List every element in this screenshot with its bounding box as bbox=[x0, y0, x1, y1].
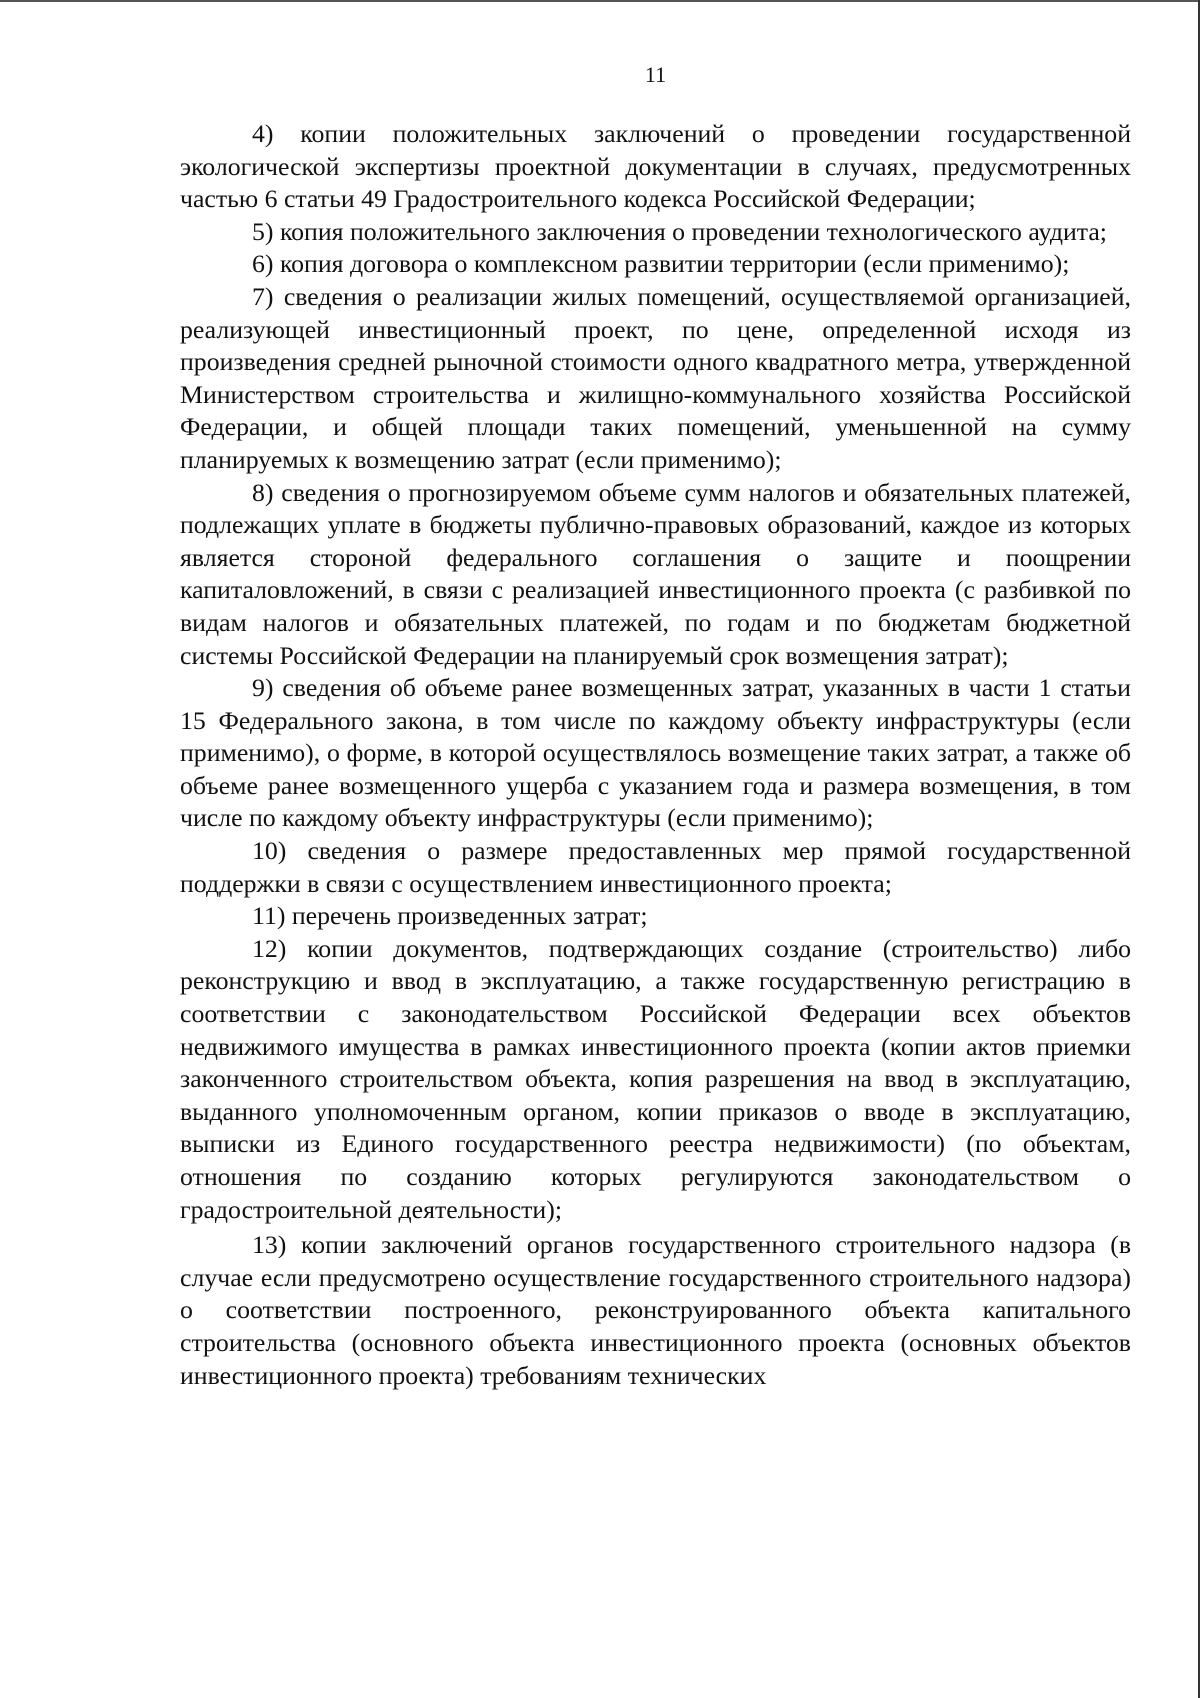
list-item-12: 12) копии документов, подтверждающих создание (строительство) либо реконструкцию и ввод в эксплуатацию, а также государственную регистрацию в соответствии с законодательством Российской Федерации всех объектов недвижимого имущества в рамках инвестиционного проекта (копии актов приемки законченного строительством объекта, копия разрешения на ввод в эксплуатацию, выданного уполномоченным органом, копии приказов о вводе в эксплуатацию, выписки из Единого государственного реестра недвижимости) (по объектам, отношения по созданию которых регулируются законодательством о градостроительной деятельности); bbox=[180, 933, 1131, 1224]
list-item-13: 13) копии заключений органов государственного строительного надзора (в случае если предусмотрено осуществление государственного строительного надзора) о соответствии построенного, реконструированного объекта капитального строительства (основного объекта инвестиционного проекта (основных объектов инвестиционного проекта) требованиям технических bbox=[180, 1230, 1131, 1390]
list-item-9: 9) сведения об объеме ранее возмещенных затрат, указанных в части 1 статьи 15 Федерального закона, в том числе по каждому объекту инфраструктуры (если применимо), о форме, в которой осуществлялось возмещение таких затрат, а также об объеме ранее возмещенного ущерба с указанием года и размера возмещения, в том числе по каждому объекту инфраструктуры (если применимо); bbox=[180, 673, 1131, 833]
list-item-5: 5) копия положительного заключения о проведении технологического аудита; bbox=[252, 216, 1107, 246]
document-body bbox=[180, 118, 1131, 1392]
list-item-6: 6) копия договора о комплексном развитии территории (если применимо); bbox=[252, 249, 1070, 279]
list-item-10: 10) сведения о размере предоставленных мер прямой государственной поддержки в связи с осуществлением инвестиционного проекта; bbox=[180, 836, 1131, 898]
list-item-8: 8) сведения о прогнозируемом объеме сумм налогов и обязательных платежей, подлежащих уплате в бюджеты публично-правовых образований, каждое из которых является стороной федерального соглашения о защите и поощрении капиталовложений, в связи с реализацией инвестиционного проекта (с разбивкой по видам налогов и обязательных платежей, по годам и по бюджетам бюджетной системы Российской Федерации на планируемый срок возмещения затрат); bbox=[180, 477, 1131, 670]
list-item-7: 7) сведения о реализации жилых помещений, осуществляемой организацией, реализующей инвестиционный проект, по цене, определенной исходя из произведения средней рыночной стоимости одного квадратного метра, утвержденной Министерством строительства и жилищно-коммунального хозяйства Российской Федерации, и общей площади таких помещений, уменьшенной на сумму планируемых к возмещению затрат (если применимо); bbox=[180, 281, 1131, 474]
scan-top-edge bbox=[0, 0, 1200, 2]
list-item-11: 11) перечень произведенных затрат; bbox=[252, 901, 648, 931]
page-number: 11 bbox=[644, 62, 667, 87]
list-item-4: 4) копии положительных заключений о проведении государственной экологической экспертизы проектной документации в случаях, предусмотренных частью 6 статьи 49 Градостроительного кодекса Российской Федерации; bbox=[180, 119, 1131, 214]
